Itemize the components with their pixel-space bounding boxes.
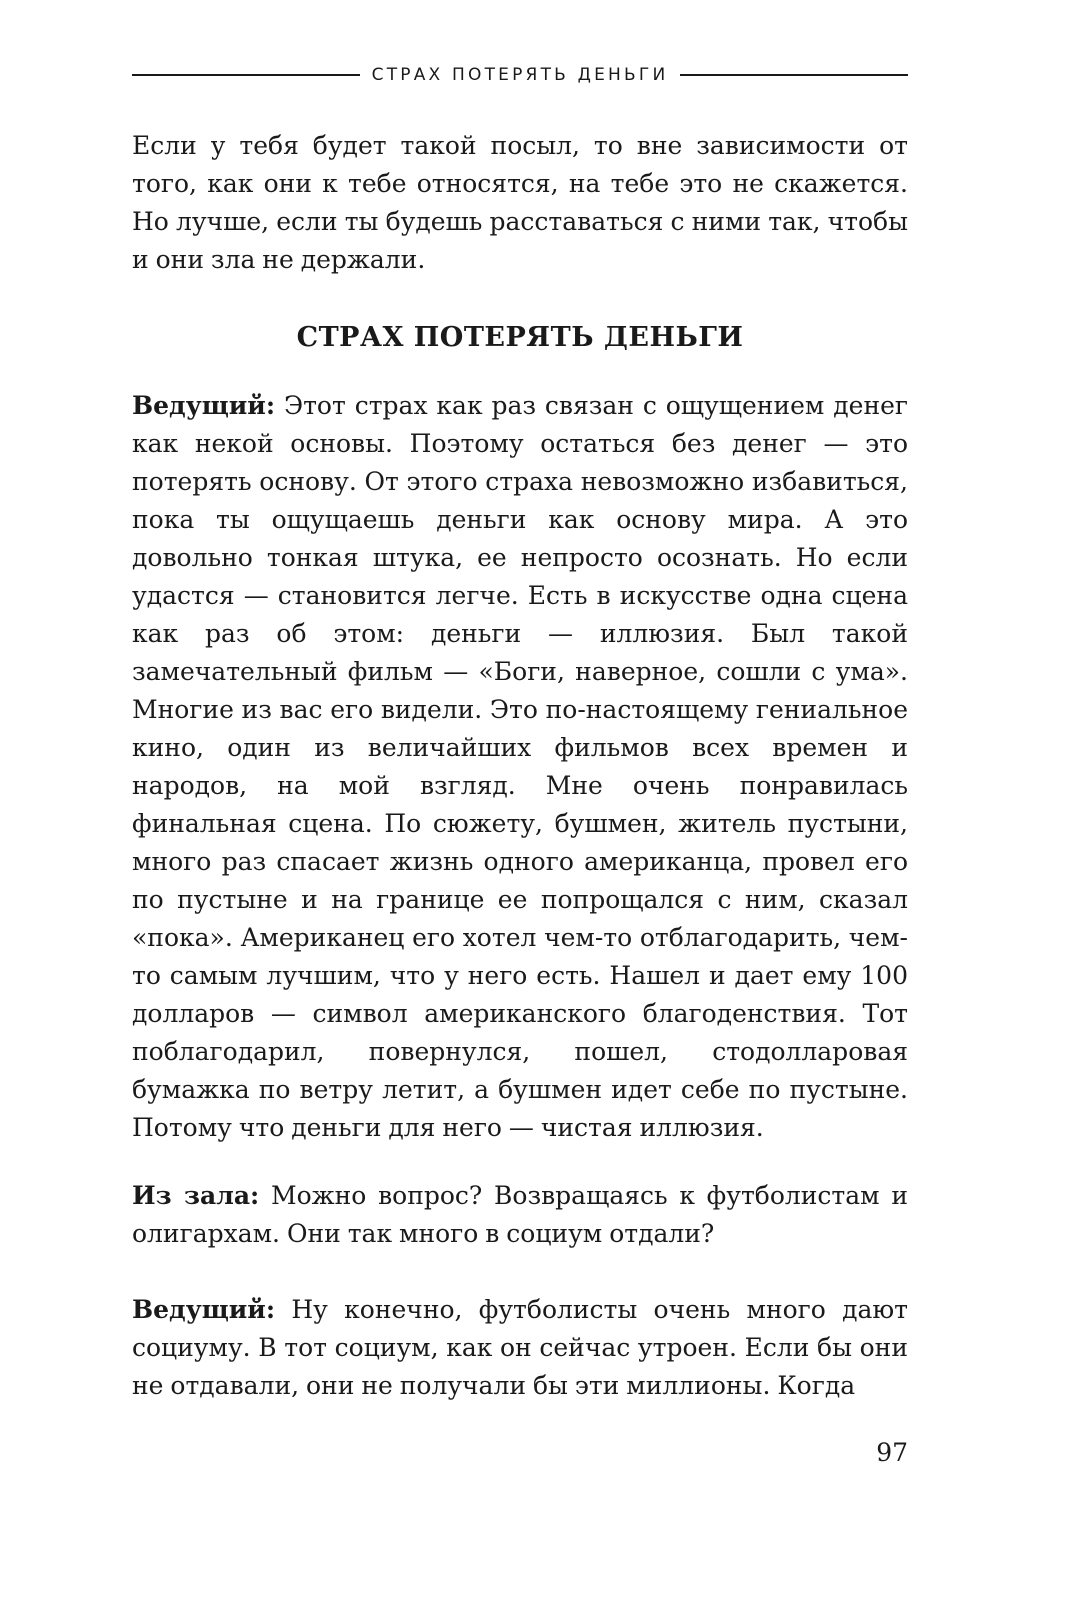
paragraph [132,1291,908,1405]
paragraph [132,387,908,1147]
paragraph [132,1177,908,1253]
running-header-title: СТРАХ ПОТЕРЯТЬ ДЕНЬГИ [371,65,669,85]
dialogue-paragraph-2 [132,1177,908,1253]
speaker-label: Из зала: [132,1181,260,1210]
dialogue-paragraph-1 [132,387,908,1147]
header-rule-right [680,74,908,76]
speaker-label: Ведущий: [132,391,276,420]
intro-block [132,127,908,279]
intro-paragraph: Если у тебя будет такой посыл, то вне зависимости от того, как они к тебе относятся, на тебе это не скажется. Но лучше, если ты будешь расставаться с ними так, чтобы и они зла не держали. [132,131,908,274]
paragraph-text: Этот страх как раз связан с ощущением денег как некой основы. Поэтому остаться без денег — это потерять основу. От этого страха невозможно избавиться, пока ты ощущаешь деньги как основу мира. А это довольно тонкая штука, ее непросто осознать. Но если удастся — становится легче. Есть в искусстве одна сцена как раз об этом: деньги — иллюзия. Был такой замечательный фильм — «Боги, наверное, сошли с ума». Многие из вас его видели. Это по-настоящему гениальное кино, один из величайших фильмов всех времен и народов, на мой взгляд. Мне очень понравилась финальная сцена. По сюжету, бушмен, житель пустыни, много раз спасает жизнь одного американца, провел его по пустыне и на границе ее попрощался с ним, сказал «пока». Американец его хотел чем-то отблагодарить, чем-то самым лучшим, что у него есть. Нашел и дает ему 100 долларов — символ американского благоденствия. Тот поблагодарил, повернулся, пошел, стодолларовая бумажка по ветру летит, а бушмен идет себе по пустыне. Потому что деньги для него — чистая иллюзия. [132,391,908,1142]
speaker-label: Ведущий: [132,1295,276,1324]
running-header [132,60,908,90]
dialogue-paragraph-3 [132,1291,908,1405]
paragraph-text: Можно вопрос? Возвращаясь к футболистам и олигархам. Они так много в социум отдали? [132,1181,908,1248]
header-rule-left [132,74,360,76]
paragraph-text: Ну конечно, футболисты очень много дают социуму. В тот социум, как он сейчас утроен. Если бы они не отдавали, они не получали бы эти миллионы. Когда [132,1295,908,1400]
section-title: СТРАХ ПОТЕРЯТЬ ДЕНЬГИ [296,322,744,353]
page-number: 97 [876,1438,908,1467]
